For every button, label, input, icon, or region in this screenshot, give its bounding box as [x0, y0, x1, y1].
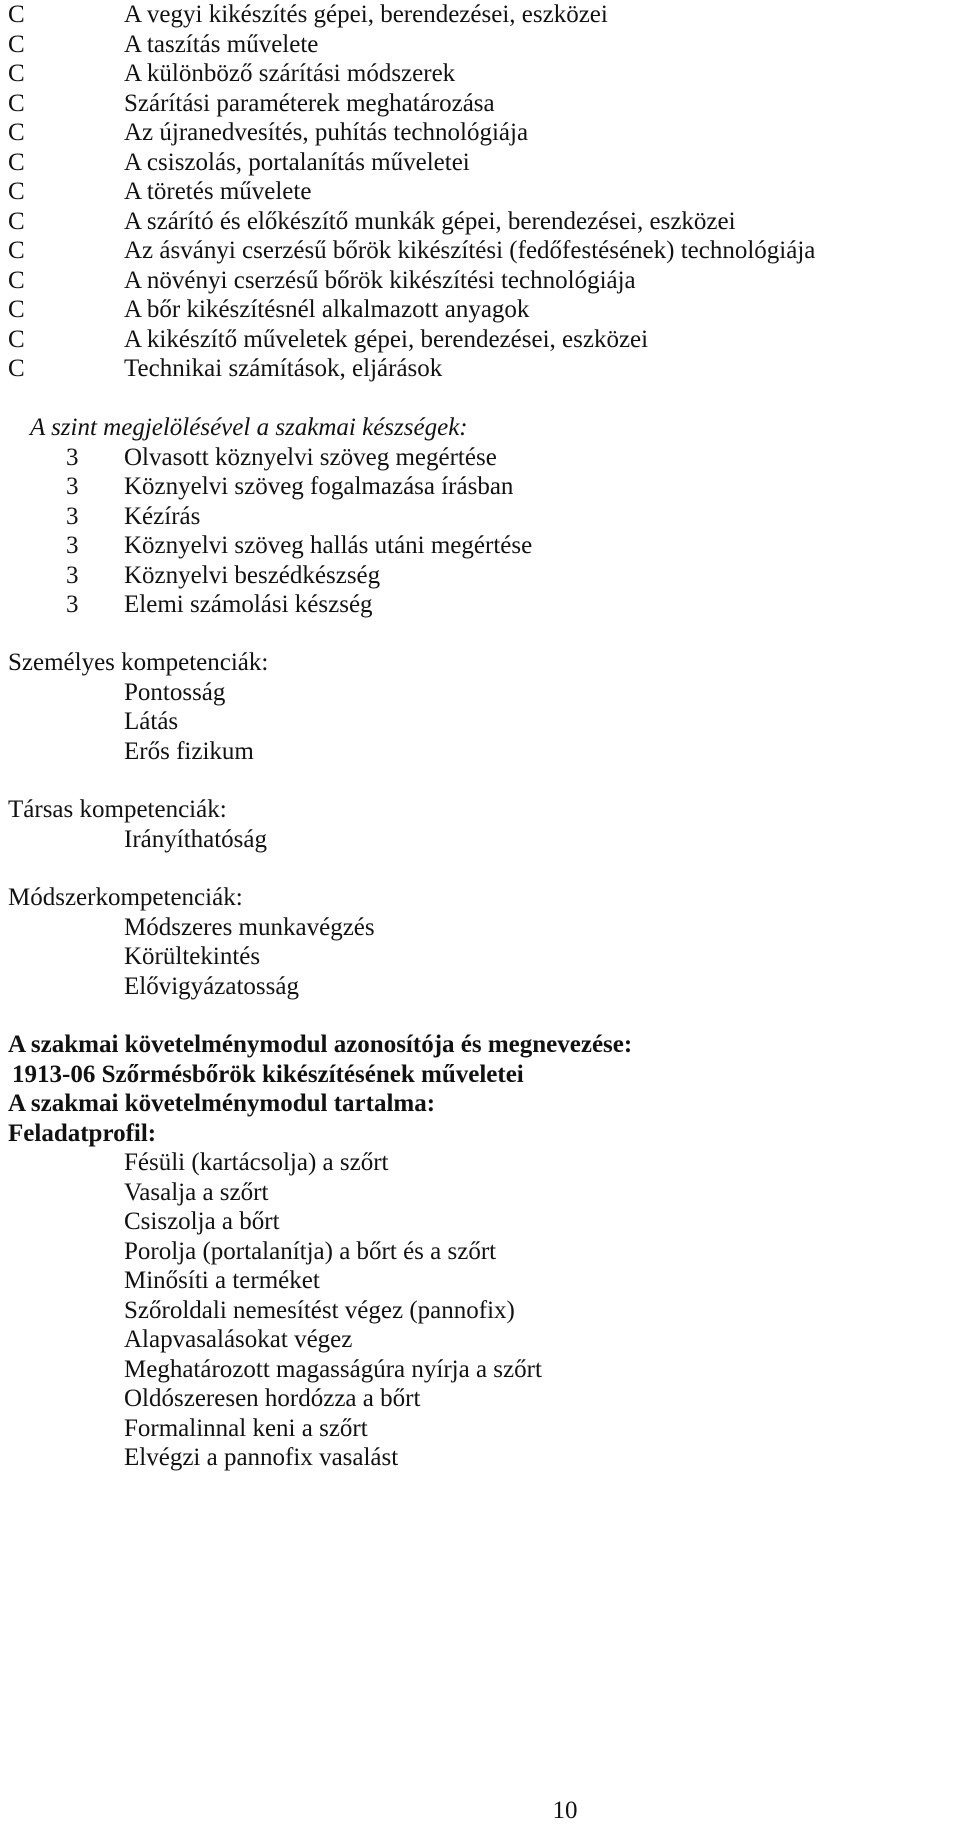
task-item: Fésüli (kartácsolja) a szőrt — [124, 1149, 389, 1176]
topic-code: C — [8, 119, 25, 146]
skill-level: 3 — [66, 532, 79, 559]
method-item: Elővigyázatosság — [124, 973, 299, 1000]
task-item: Minősíti a terméket — [124, 1267, 320, 1294]
task-profile-heading: Feladatprofil: — [8, 1120, 157, 1147]
method-item: Módszeres munkavégzés — [124, 914, 375, 941]
topic-text: A kikészítő műveletek gépei, berendezései, eszközei — [124, 326, 649, 353]
personal-heading: Személyes kompetenciák: — [8, 649, 269, 676]
task-item: Elvégzi a pannofix vasalást — [124, 1444, 399, 1471]
topic-text: A szárító és előkészítő munkák gépei, berendezései, eszközei — [124, 208, 736, 235]
skill-text: Olvasott köznyelvi szöveg megértése — [124, 444, 497, 471]
skill-text: Kézírás — [124, 503, 201, 530]
task-item: Vasalja a szőrt — [124, 1179, 269, 1206]
topic-text: A csiszolás, portalanítás műveletei — [124, 149, 470, 176]
module-id-heading: A szakmai követelménymodul azonosítója és megnevezése: — [8, 1031, 633, 1058]
task-item: Csiszolja a bőrt — [124, 1208, 280, 1235]
task-item: Alapvasalásokat végez — [124, 1326, 353, 1353]
topic-text: Szárítási paraméterek meghatározása — [124, 90, 495, 117]
topic-code: C — [8, 267, 25, 294]
skills-heading: A szint megjelölésével a szakmai készségek: — [30, 414, 468, 441]
task-item: Oldószeresen hordózza a bőrt — [124, 1385, 421, 1412]
topic-text: A bőr kikészítésnél alkalmazott anyagok — [124, 296, 530, 323]
topic-text: A vegyi kikészítés gépei, berendezései, eszközei — [124, 1, 608, 28]
task-item: Meghatározott magasságúra nyírja a szőrt — [124, 1356, 542, 1383]
social-item: Irányíthatóság — [124, 826, 268, 853]
social-heading: Társas kompetenciák: — [8, 796, 227, 823]
skill-text: Köznyelvi beszédkészség — [124, 562, 381, 589]
topic-code: C — [8, 178, 25, 205]
topic-code: C — [8, 326, 25, 353]
skill-text: Köznyelvi szöveg fogalmazása írásban — [124, 473, 514, 500]
topic-text: Az újranedvesítés, puhítás technológiája — [124, 119, 529, 146]
topic-text: A növényi cserzésű bőrök kikészítési technológiája — [124, 267, 636, 294]
topic-code: C — [8, 296, 25, 323]
personal-item: Erős fizikum — [124, 738, 254, 765]
personal-item: Látás — [124, 708, 179, 735]
page-number: 10 — [552, 1797, 578, 1824]
task-item: Formalinnal keni a szőrt — [124, 1415, 368, 1442]
topic-code: C — [8, 355, 25, 382]
skill-level: 3 — [66, 503, 79, 530]
task-item: Porolja (portalanítja) a bőrt és a szőrt — [124, 1238, 497, 1265]
topic-text: Technikai számítások, eljárások — [124, 355, 443, 382]
task-item: Szőroldali nemesítést végez (pannofix) — [124, 1297, 515, 1324]
skill-text: Elemi számolási készség — [124, 591, 373, 618]
topic-code: C — [8, 90, 25, 117]
topic-code: C — [8, 31, 25, 58]
topic-code: C — [8, 60, 25, 87]
skill-level: 3 — [66, 591, 79, 618]
topic-text: Az ásványi cserzésű bőrök kikészítési (fedőfestésének) technológiája — [124, 237, 816, 264]
personal-item: Pontosság — [124, 679, 226, 706]
module-content-heading: A szakmai követelménymodul tartalma: — [8, 1090, 436, 1117]
topic-code: C — [8, 237, 25, 264]
topic-text: A töretés művelete — [124, 178, 312, 205]
method-item: Körültekintés — [124, 943, 261, 970]
skill-level: 3 — [66, 444, 79, 471]
topic-code: C — [8, 149, 25, 176]
topic-code: C — [8, 1, 25, 28]
skill-text: Köznyelvi szöveg hallás utáni megértése — [124, 532, 533, 559]
skill-level: 3 — [66, 562, 79, 589]
topic-text: A taszítás művelete — [124, 31, 319, 58]
skill-level: 3 — [66, 473, 79, 500]
topic-text: A különböző szárítási módszerek — [124, 60, 456, 87]
topic-code: C — [8, 208, 25, 235]
method-heading: Módszerkompetenciák: — [8, 884, 243, 911]
module-id-line: 1913-06 Szőrmésbőrök kikészítésének műveletei — [12, 1061, 524, 1088]
